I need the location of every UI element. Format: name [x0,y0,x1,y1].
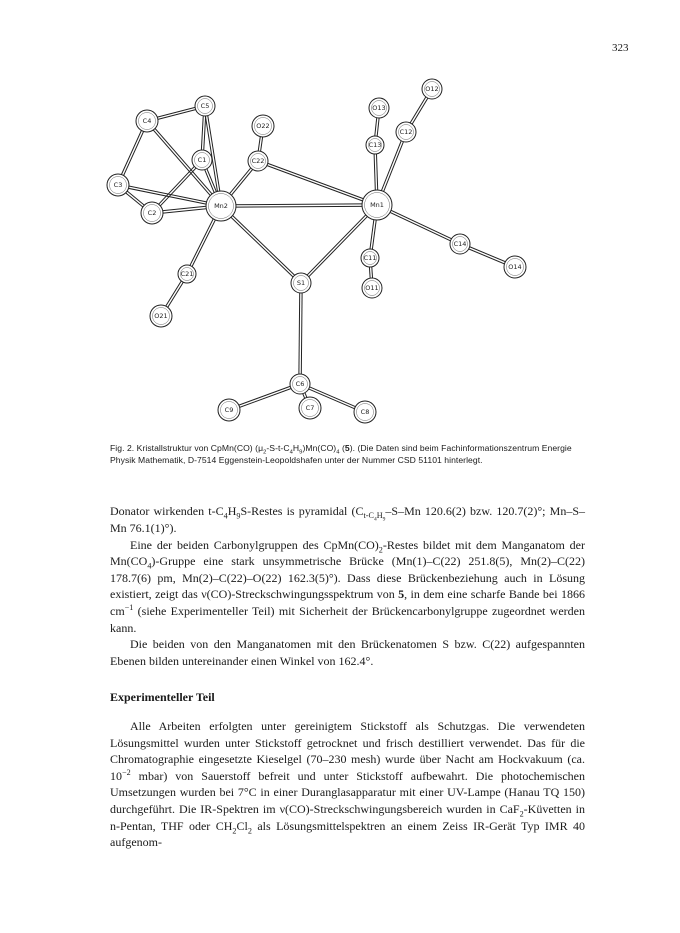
atom-c11 [361,249,379,267]
atom-c8 [354,401,376,423]
atom-label: C1 [197,156,207,164]
atom-mn1 [362,190,392,220]
atom-label: C3 [113,181,123,189]
atom-c7 [299,397,321,419]
bond-13 [258,162,377,206]
bond-26 [299,283,300,384]
atom-o14 [504,256,526,278]
atom-c5 [195,96,215,116]
bond-14 [220,207,300,284]
atom-c13 [366,136,384,154]
atom-c2 [141,202,163,224]
atom-label: O11 [365,284,379,292]
atom-o13 [369,98,389,118]
atom-label: C9 [224,406,234,414]
crystal-structure-figure [95,70,565,435]
atom-label: C13 [368,141,382,149]
atom-label: C12 [399,128,413,136]
atom-c1 [192,150,212,170]
atom-o21 [150,305,172,327]
figure-caption: Fig. 2. Kristallstruktur von CpMn(CO) $(\mu_2-S-t-C_4H_9)Mn(CO)_4$ (5). (Die Daten sind beim Fachinformationszentrum Energie Physik Mathematik, D-7514 Eggenstein-Leopoldshafen unter der Nummer CSD 51101 hinterlegt. [110,443,572,465]
atom-label: O14 [508,263,522,271]
atom-label: C4 [142,117,152,125]
atom-label: Mn1 [370,201,384,209]
atom-c21 [178,265,196,283]
atom-label: Mn2 [214,202,228,210]
bond-10 [221,204,377,205]
atom-c12 [396,122,416,142]
atom-label: C22 [251,157,265,165]
bond-15 [302,206,378,284]
atom-label: O21 [154,312,168,320]
atom-s1 [291,273,311,293]
atom-label: O12 [425,85,439,93]
atom-c3 [107,174,129,196]
body-paragraph-1: Donator wirkenden $t-C_4H_9S$-Restes is pyramidal ($C_{t-C_4H_9}-S-Mn$ 120.6(2) bzw. 120.7(2)°; Mn–S–Mn 76.1(1)°). Eine der beiden Carbonylgruppen des $CpMn(CO)_2$-Restes bildet mit dem Manganatom der $Mn(CO_4)$-Gruppe eine stark unsymmetrische Brücke (Mn(1)–C(22) 251.8(5), Mn(2)–C(22) 178.7(6) pm, Mn(2)–C(22)–O(22) 162.3(5)°). Dass diese Brückenbeziehung auch in Lösung existiert, zeigt das ν(CO)-Streckschwingungsspektrum von 5, in dem eine scharfe Bande bei 1866 $cm^{-1}$ (siehe Experimenteller Teil) mit Sicherheit der Brückencarbonylgruppe zugeordnet werden kann. Die beiden von den Manganatomen mit den Brückenatomen S bzw. C(22) aufgespannten Ebenen bilden untereinander einen Winkel von 162.4°. [110,504,586,668]
atom-c9 [218,399,240,421]
section-heading: Experimenteller Teil [110,690,215,704]
bond-10 [221,206,377,207]
bond-14 [222,205,302,282]
bond-26 [301,283,302,384]
atom-label: O13 [372,104,386,112]
atom-c22 [248,151,268,171]
atom-label: C8 [360,408,370,416]
atom-label: C7 [305,404,315,412]
atom-label: C21 [180,270,194,278]
atom-label: C14 [453,240,467,248]
atom-o11 [362,278,382,298]
atom-mn2 [206,191,236,221]
atom-label: O22 [256,122,270,130]
bond-13 [258,160,377,204]
crystal-structure-diagram [95,70,565,435]
atom-label: C11 [363,254,377,262]
bond-15 [300,204,376,282]
atom-c6 [290,374,310,394]
atom-o22 [252,115,274,137]
atom-label: C2 [147,209,157,217]
atom-c4 [136,110,158,132]
atom-label: C5 [200,102,210,110]
atom-c14 [450,234,470,254]
body-paragraph-4: Alle Arbeiten erfolgten unter gereinigtem Stickstoff als Schutzgas. Die verwendeten Lösungsmittel wurden unter Stickstoff getrocknet und frisch destilliert verwendet. Das für die Chromatographie eingesetzte Kieselgel (70–230 mesh) wurde über Nacht am Hockvakuum (ca. $10^{-2}$ mbar) von Sauerstoff befreit und unter Stickstoff aufbewahrt. Die photochemischen Umsetzungen wurden bei 7°C in einer Duranglasapparatur mit einer UV-Lampe (Hanau TQ 150) durchgeführt. Die IR-Spektren im ν(CO)-Streckschwingungsbereich wurden in CaF$_2$-Küvetten in n-Pentan, THF oder $CH_2Cl_2$ als Lösungsmittelspektren an einem Zeiss IR-Gerät Typ IMR 40 aufgenom- [110,719,585,850]
atom-label: C6 [295,380,305,388]
page-number: 323 [612,42,629,54]
atoms-layer [107,79,526,423]
atom-o12 [422,79,442,99]
atom-label: S1 [296,279,306,287]
